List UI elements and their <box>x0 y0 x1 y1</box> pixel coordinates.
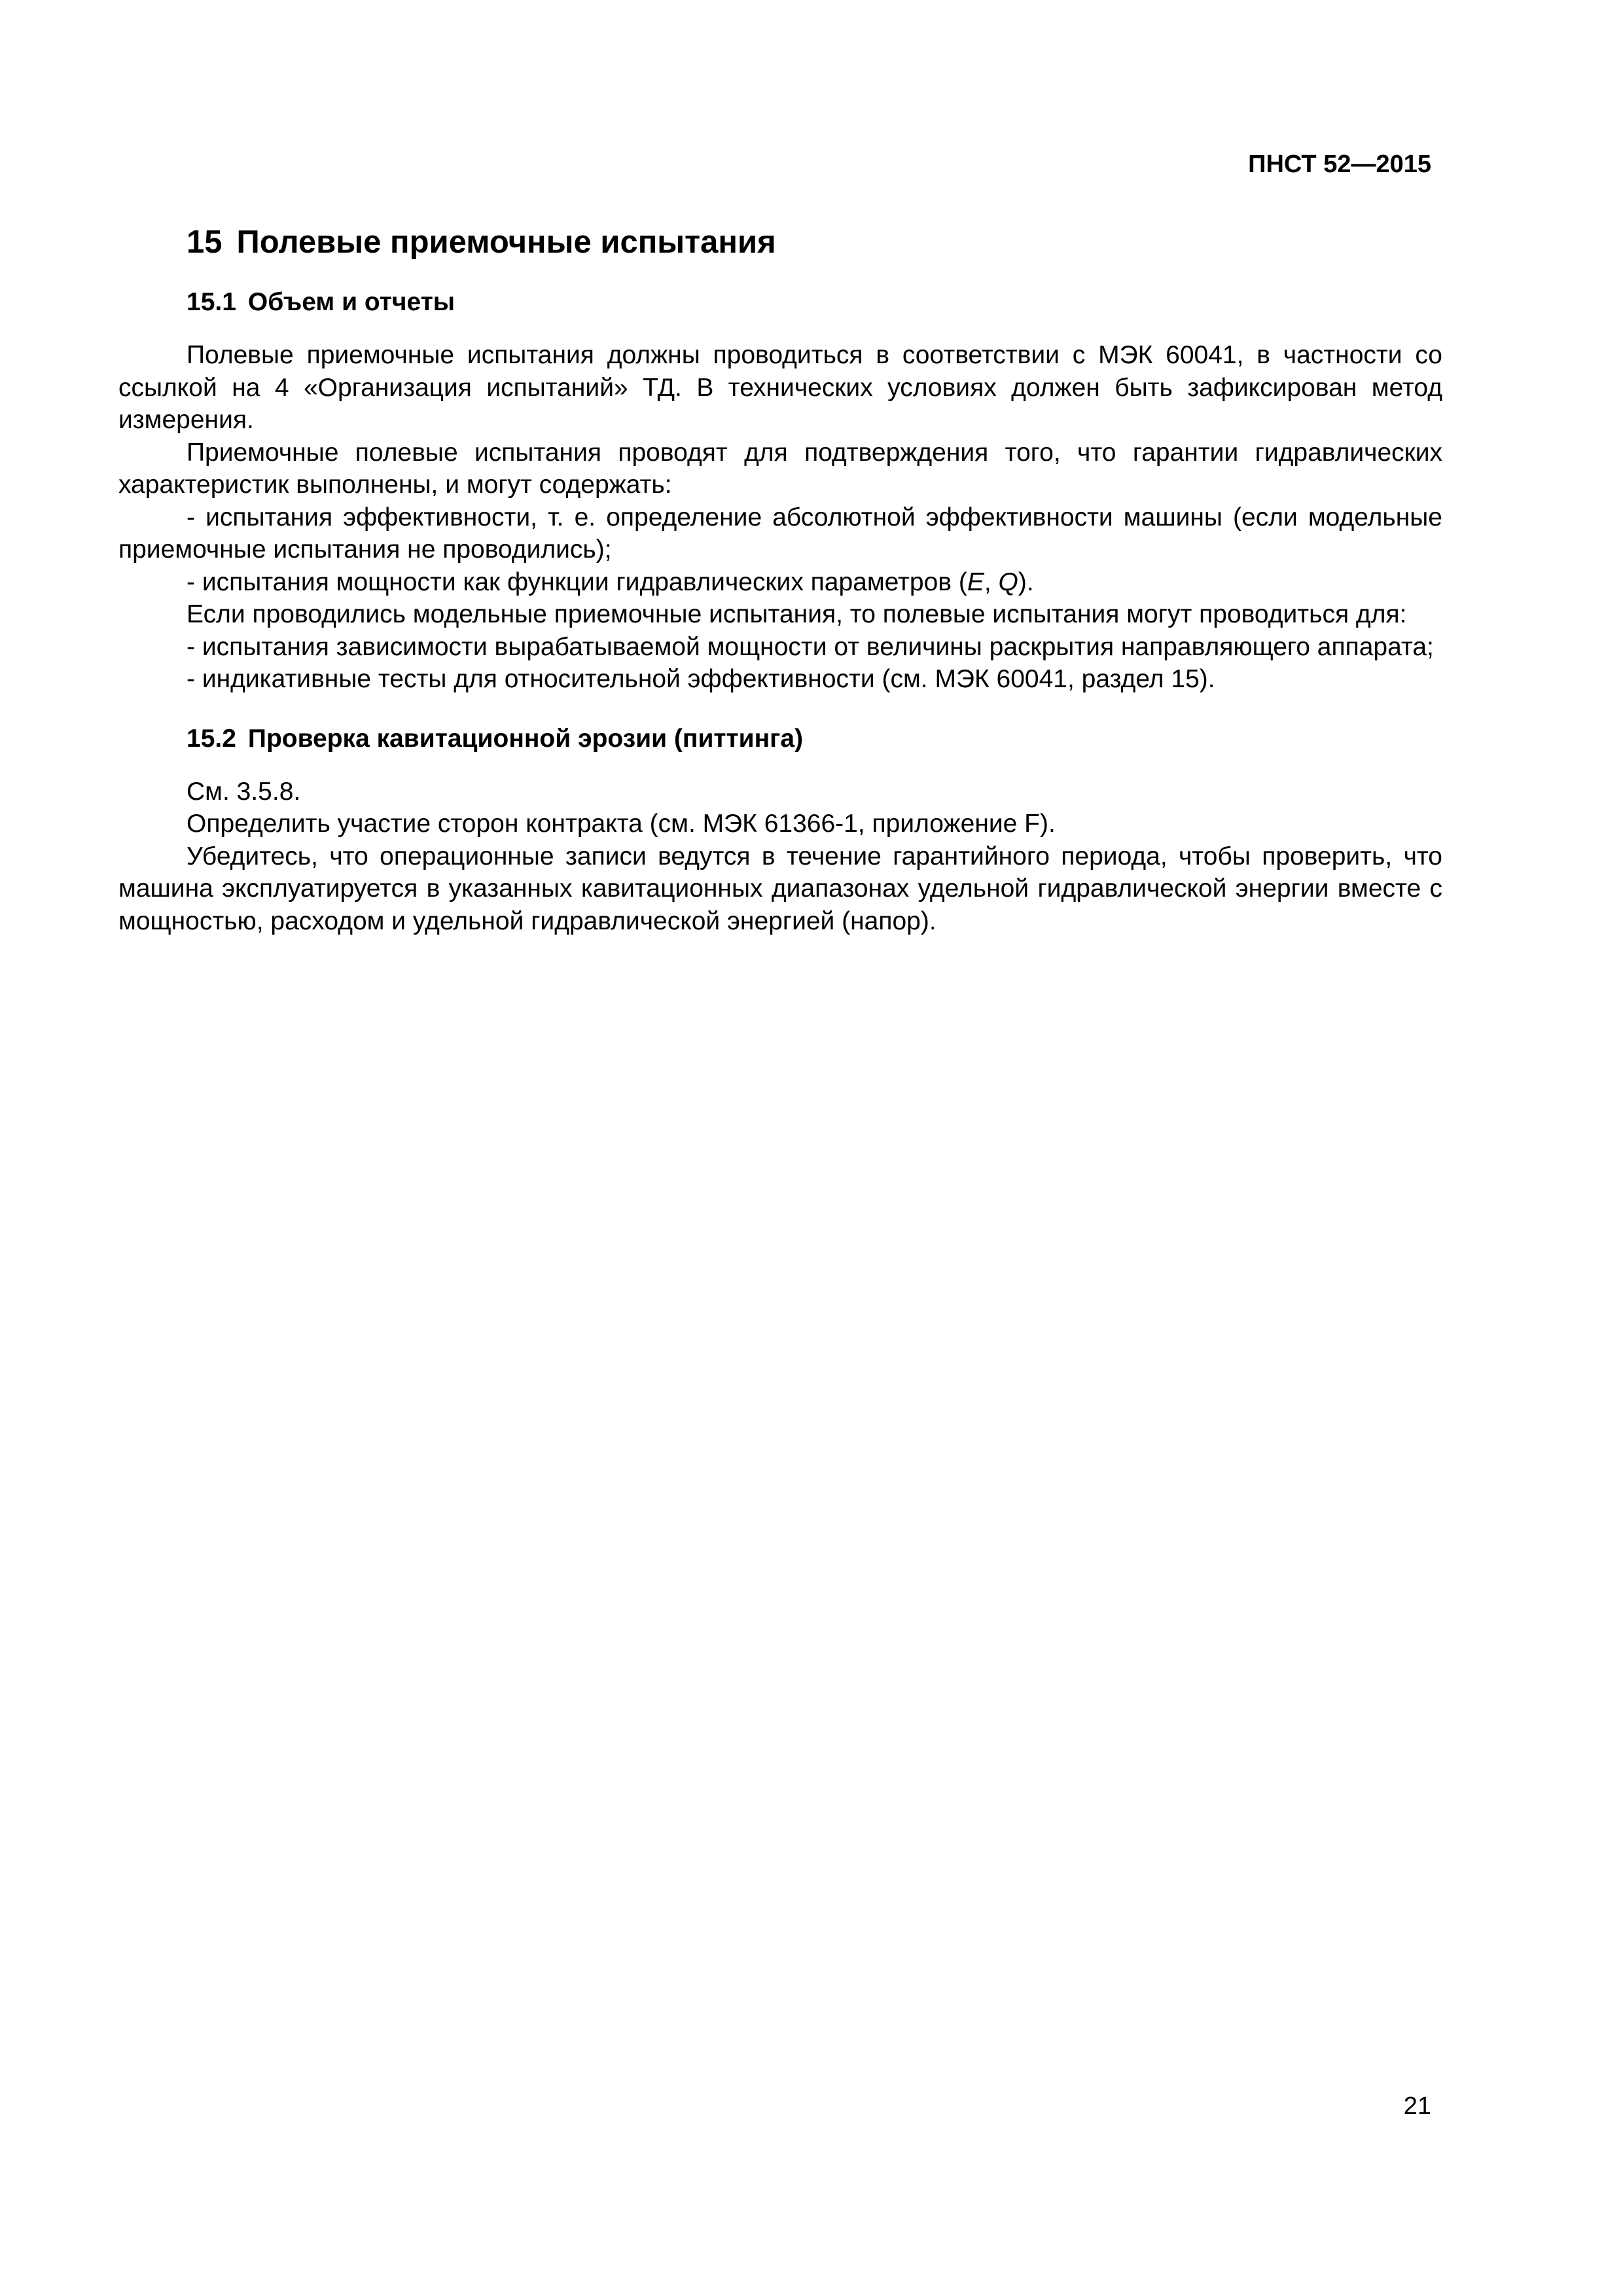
paragraph: Убедитесь, что операционные записи ведутся в течение гарантийного периода, чтобы проверить, что машина эксплуатируется в указанных кавитационных диапазонах удельной гидравлической энергии вместе с мощностью, расходом и удельной гидравлической энергией (напор). <box>118 842 1442 935</box>
list-item <box>118 566 1442 599</box>
subsection-title: Объем и отчеты <box>247 288 455 316</box>
symbol-e: E <box>967 567 984 596</box>
subsection-heading-15-1 <box>118 287 1442 318</box>
list-item-text-end: ). <box>1018 567 1034 596</box>
list-item-separator: , <box>984 567 999 596</box>
list-item: - испытания эффективности, т. е. определение абсолютной эффективности машины (если модельные приемочные испытания не проводились); <box>118 503 1442 564</box>
page-content <box>118 223 1442 937</box>
subsection-heading-15-2 <box>118 723 1442 755</box>
paragraph: Приемочные полевые испытания проводят для подтверждения того, что гарантии гидравлических характеристик выполнены, и могут содержать: <box>118 438 1442 499</box>
section-heading <box>118 223 1442 262</box>
page-number: 21 <box>1403 2092 1431 2120</box>
symbol-q: Q <box>998 567 1018 596</box>
list-item-text: - испытания мощности как функции гидравлических параметров ( <box>187 567 967 596</box>
paragraph: Полевые приемочные испытания должны проводиться в соответствии с МЭК 60041, в частности со ссылкой на 4 «Организация испытаний» ТД. В технических условиях должен быть зафиксирован метод измерения. <box>118 341 1442 434</box>
list-item: - испытания зависимости вырабатываемой мощности от величины раскрытия направляющего аппарата; <box>187 632 1434 661</box>
section-number: 15 <box>187 224 223 260</box>
section-title: Полевые приемочные испытания <box>236 224 776 260</box>
paragraph: Определить участие сторон контракта (см. МЭК 61366-1, приложение F). <box>187 810 1056 838</box>
document-code: ПНСТ 52—2015 <box>1248 151 1431 178</box>
paragraph: См. 3.5.8. <box>187 777 301 806</box>
subsection-title: Проверка кавитационной эрозии (питтинга) <box>247 724 804 753</box>
list-item: - индикативные тесты для относительной эффективности (см. МЭК 60041, раздел 15). <box>187 665 1215 693</box>
subsection-number: 15.1 <box>187 288 236 316</box>
paragraph: Если проводились модельные приемочные испытания, то полевые испытания могут проводиться для: <box>187 600 1407 628</box>
subsection-number: 15.2 <box>187 724 236 753</box>
